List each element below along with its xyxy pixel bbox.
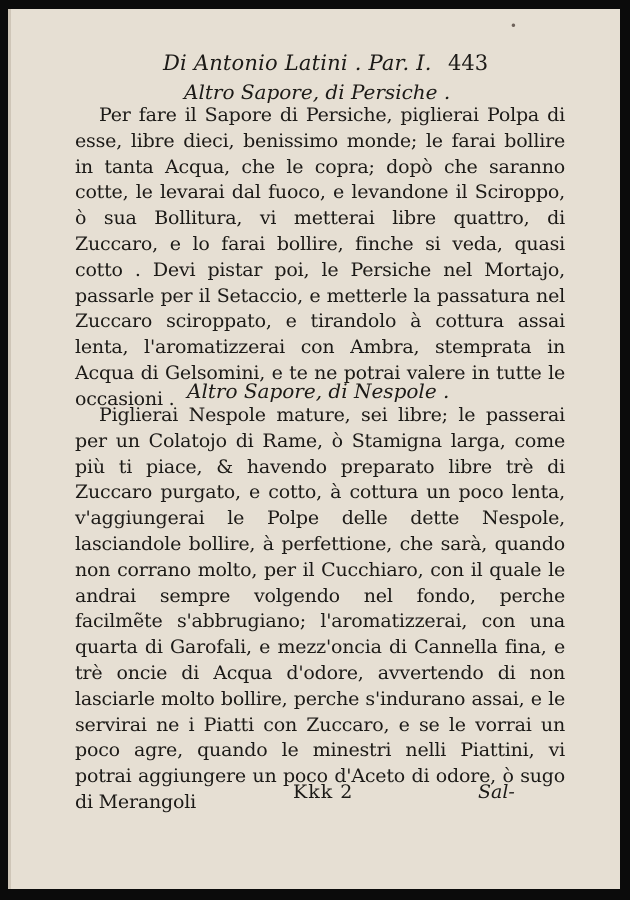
book-page-frame bbox=[8, 9, 620, 889]
section-body-persiche bbox=[75, 103, 565, 413]
page-number: 443 bbox=[448, 51, 489, 75]
page-footer bbox=[11, 781, 620, 811]
book-page bbox=[11, 9, 620, 889]
paper-speck: • bbox=[509, 19, 517, 33]
page-header bbox=[11, 51, 620, 77]
paragraph-nespole: Piglierai Nespole mature, sei libre; le passerai per un Colatojo di Rame, ò Stamigna larga, come più ti piace, & havendo preparato libre trè di Zuccaro purgato, e cotto, à cottura un poco lenta, v'aggiungerai le Polpe delle dette Nespole, lasciandole bollire, à perfettione, che sarà, quando non corrano molto, per il Cucchiaro, con il quale le andrai sempre volgendo nel fondo, perche facilmẽte s'abbrugiano; l'aromatizzerai, con una quarta di Garofali, e mezz'oncia di Cannella fina, e trè oncie di Acqua d'odore, avvertendo di non lasciarle molto bollire, perche s'indurano assai, e le servirai ne i Piatti con Zuccaro, e se le vorrai un poco agre, quando le minestri nelli Piattini, vi potrai aggiungere un poco d'Aceto di odore, ò sugo di Merangoli bbox=[75, 404, 565, 813]
catchword: Sal- bbox=[478, 781, 515, 803]
section-title-nespole: Altro Sapore, di Nespole . bbox=[187, 379, 450, 403]
signature-mark: Kkk 2 bbox=[293, 781, 354, 803]
section-title-persiche: Altro Sapore, di Persiche . bbox=[184, 80, 451, 104]
section-body-nespole bbox=[75, 403, 565, 816]
paragraph-persiche: Per fare il Sapore di Persiche, piglierai Polpa di esse, libre dieci, benissimo monde; le farai bollire in tanta Acqua, che le copra; dopò che saranno cotte, le levarai dal fuoco, e levandone il Sciroppo, ò sua Bollitura, vi metterai libre quattro, di Zuccaro, e lo farai bollire, finche si veda, quasi cotto . Devi pistar poi, le Persiche nel Mortajo, passarle per il Setaccio, e metterle la passatura nel Zuccaro sciroppato, e tirandolo à cottura assai lenta, l'aromatizzerai con Ambra, stemprata in Acqua di Gelsomini, e te ne potrai valere in tutte le occasioni . bbox=[75, 104, 565, 410]
running-head: Di Antonio Latini . Par. I. bbox=[163, 51, 432, 75]
